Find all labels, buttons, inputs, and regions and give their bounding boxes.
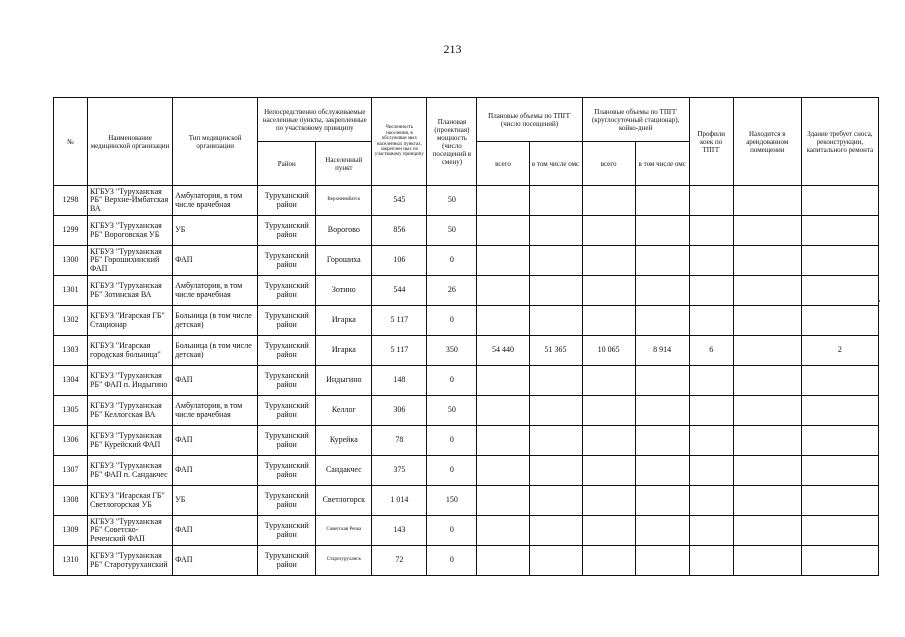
row-repair <box>801 276 878 306</box>
row-repair: 2 <box>801 336 878 366</box>
table-row <box>54 216 879 246</box>
row-rented <box>733 486 801 516</box>
row-settlement: Индыгино <box>316 366 372 396</box>
row-capacity: 26 <box>427 276 477 306</box>
row-organization: КГБУЗ "Туруханская РБ" Советско-Реченский ФАП <box>88 516 173 546</box>
row-rented <box>733 426 801 456</box>
row-beds <box>689 306 733 336</box>
row-population: 106 <box>372 246 427 276</box>
row-type: УБ <box>173 216 258 246</box>
header-district: Район <box>258 142 316 186</box>
row-visits-total <box>477 546 529 576</box>
row-visits-oms <box>529 456 582 486</box>
row-visits-total <box>477 246 529 276</box>
row-organization: КГБУЗ "Игарская городская больница" <box>88 336 173 366</box>
row-organization: КГБУЗ "Игарская ГБ" Светлогорская УБ <box>88 486 173 516</box>
row-repair <box>801 456 878 486</box>
row-rented <box>733 276 801 306</box>
row-district: Туруханский район <box>258 486 316 516</box>
header-population: Численность населения, в обслуживае мых населенных пунктах, закреплен ных по участковому принципу <box>372 98 427 186</box>
row-hosp-oms <box>635 246 689 276</box>
row-district: Туруханский район <box>258 336 316 366</box>
row-hosp-oms: 8 914 <box>635 336 689 366</box>
row-organization: КГБУЗ "Туруханская РБ" Зотинская ВА <box>88 276 173 306</box>
row-number: 1307 <box>54 456 88 486</box>
row-visits-total <box>477 186 529 216</box>
row-type: УБ <box>173 486 258 516</box>
row-beds <box>689 426 733 456</box>
row-rented <box>733 306 801 336</box>
row-settlement: Зотино <box>316 276 372 306</box>
row-hosp-oms <box>635 366 689 396</box>
row-visits-oms <box>529 366 582 396</box>
row-type: ФАП <box>173 456 258 486</box>
table-row <box>54 336 879 366</box>
row-visits-oms <box>529 516 582 546</box>
header-visits-total: всего <box>477 142 529 186</box>
header-beds: Профили коек по ТПГГ <box>689 98 733 186</box>
row-hosp-oms <box>635 426 689 456</box>
facilities-table <box>53 97 879 576</box>
row-population: 545 <box>372 186 427 216</box>
row-repair <box>801 306 878 336</box>
row-settlement: Старотуруханск <box>316 546 372 576</box>
header-capacity: Плановая (проектная) мощность (число посещений в смену) <box>427 98 477 186</box>
row-repair <box>801 396 878 426</box>
row-settlement: Верхнеимбатск <box>316 186 372 216</box>
row-visits-total <box>477 456 529 486</box>
row-population: 78 <box>372 426 427 456</box>
row-hosp-oms <box>635 306 689 336</box>
row-visits-oms <box>529 216 582 246</box>
row-population: 1 014 <box>372 486 427 516</box>
row-district: Туруханский район <box>258 366 316 396</box>
table-row <box>54 276 879 306</box>
row-repair <box>801 516 878 546</box>
row-organization: КГБУЗ "Туруханская РБ" Верхне-Имбатская ВА <box>88 186 173 216</box>
row-population: 143 <box>372 516 427 546</box>
table-row <box>54 546 879 576</box>
row-organization: КГБУЗ "Туруханская РБ" ФАП п. Сандакчес <box>88 456 173 486</box>
row-repair <box>801 216 878 246</box>
row-hosp-total <box>582 456 635 486</box>
table-body <box>54 186 879 576</box>
row-district: Туруханский район <box>258 276 316 306</box>
row-visits-total <box>477 396 529 426</box>
row-capacity: 350 <box>427 336 477 366</box>
row-beds <box>689 366 733 396</box>
row-beds <box>689 246 733 276</box>
row-visits-oms <box>529 546 582 576</box>
row-repair <box>801 486 878 516</box>
row-rented <box>733 456 801 486</box>
row-hosp-total <box>582 186 635 216</box>
row-rented <box>733 246 801 276</box>
row-repair <box>801 186 878 216</box>
row-settlement: Игарка <box>316 306 372 336</box>
row-hosp-total <box>582 546 635 576</box>
scan-speck <box>878 300 880 302</box>
row-population: 306 <box>372 396 427 426</box>
row-visits-total: 54 440 <box>477 336 529 366</box>
row-population: 148 <box>372 366 427 396</box>
row-type: ФАП <box>173 546 258 576</box>
row-settlement: Келлог <box>316 396 372 426</box>
row-organization: КГБУЗ "Туруханская РБ" ФАП п. Индыгино <box>88 366 173 396</box>
row-number: 1306 <box>54 426 88 456</box>
row-organization: КГБУЗ "Игарская ГБ" Стационар <box>88 306 173 336</box>
row-settlement: Ворогово <box>316 216 372 246</box>
row-organization: КГБУЗ "Туруханская РБ" Курейский ФАП <box>88 426 173 456</box>
row-hosp-total <box>582 486 635 516</box>
row-district: Туруханский район <box>258 246 316 276</box>
row-hosp-total <box>582 246 635 276</box>
row-organization: КГБУЗ "Туруханская РБ" Вороговская УБ <box>88 216 173 246</box>
row-capacity: 150 <box>427 486 477 516</box>
row-repair <box>801 366 878 396</box>
row-organization: КГБУЗ "Туруханская РБ" Келлогская ВА <box>88 396 173 426</box>
table-row <box>54 246 879 276</box>
row-number: 1303 <box>54 336 88 366</box>
row-capacity: 50 <box>427 396 477 426</box>
row-capacity: 0 <box>427 546 477 576</box>
row-population: 72 <box>372 546 427 576</box>
row-capacity: 0 <box>427 306 477 336</box>
row-beds: 6 <box>689 336 733 366</box>
row-capacity: 0 <box>427 366 477 396</box>
header-served-group: Непосредственно обслуживаемые населенные пункты, закрепленные по участковому принципу <box>258 98 372 142</box>
row-settlement: Советская Речка <box>316 516 372 546</box>
row-beds <box>689 546 733 576</box>
row-district: Туруханский район <box>258 306 316 336</box>
row-organization: КГБУЗ "Туруханская РБ" Старотуруханский <box>88 546 173 576</box>
row-settlement: Курейка <box>316 426 372 456</box>
row-type: ФАП <box>173 426 258 456</box>
row-district: Туруханский район <box>258 216 316 246</box>
row-hosp-total <box>582 306 635 336</box>
header-hosp-group: Плановые объемы по ТПГГ (круглосуточный стационар), койко-дней <box>582 98 689 142</box>
row-hosp-oms <box>635 486 689 516</box>
row-hosp-total <box>582 426 635 456</box>
row-visits-oms <box>529 426 582 456</box>
table-row <box>54 396 879 426</box>
row-hosp-total <box>582 366 635 396</box>
row-settlement: Игарка <box>316 336 372 366</box>
row-district: Туруханский район <box>258 186 316 216</box>
table-row <box>54 426 879 456</box>
row-visits-oms <box>529 246 582 276</box>
header-hosp-oms: в том числе омс <box>635 142 689 186</box>
row-number: 1301 <box>54 276 88 306</box>
row-visits-oms <box>529 306 582 336</box>
header-num: № <box>54 98 88 186</box>
row-type: Больница (в том числе детская) <box>173 336 258 366</box>
row-visits-total <box>477 516 529 546</box>
row-rented <box>733 396 801 426</box>
row-number: 1298 <box>54 186 88 216</box>
row-type: ФАП <box>173 366 258 396</box>
row-visits-total <box>477 306 529 336</box>
row-hosp-total: 10 065 <box>582 336 635 366</box>
row-population: 375 <box>372 456 427 486</box>
header-hosp-total: всего <box>582 142 635 186</box>
header-type: Тип медицинской организации <box>173 98 258 186</box>
row-beds <box>689 186 733 216</box>
row-rented <box>733 516 801 546</box>
row-district: Туруханский район <box>258 426 316 456</box>
row-type: Больница (в том числе детская) <box>173 306 258 336</box>
row-hosp-total <box>582 516 635 546</box>
row-hosp-oms <box>635 546 689 576</box>
row-hosp-total <box>582 396 635 426</box>
row-beds <box>689 216 733 246</box>
row-type: Амбулатория, в том числе врачебная <box>173 396 258 426</box>
row-capacity: 0 <box>427 246 477 276</box>
row-population: 544 <box>372 276 427 306</box>
table-row <box>54 516 879 546</box>
row-number: 1305 <box>54 396 88 426</box>
row-population: 5 117 <box>372 336 427 366</box>
header-org: Наименование медицинской организации <box>88 98 173 186</box>
row-hosp-oms <box>635 216 689 246</box>
row-district: Туруханский район <box>258 516 316 546</box>
table-row <box>54 486 879 516</box>
row-hosp-total <box>582 216 635 246</box>
row-visits-oms <box>529 486 582 516</box>
row-settlement: Светлогорск <box>316 486 372 516</box>
row-visits-total <box>477 366 529 396</box>
row-district: Туруханский район <box>258 456 316 486</box>
row-beds <box>689 276 733 306</box>
row-repair <box>801 246 878 276</box>
row-visits-oms <box>529 276 582 306</box>
row-hosp-oms <box>635 186 689 216</box>
row-population: 5 117 <box>372 306 427 336</box>
row-rented <box>733 216 801 246</box>
row-visits-total <box>477 276 529 306</box>
row-number: 1309 <box>54 516 88 546</box>
header-rented: Находится в арендованном помещении <box>733 98 801 186</box>
row-beds <box>689 486 733 516</box>
table-row <box>54 306 879 336</box>
row-visits-total <box>477 486 529 516</box>
row-hosp-oms <box>635 396 689 426</box>
row-visits-oms: 51 365 <box>529 336 582 366</box>
row-organization: КГБУЗ "Туруханская РБ" Горошихинский ФАП <box>88 246 173 276</box>
row-beds <box>689 516 733 546</box>
row-beds <box>689 396 733 426</box>
row-population: 856 <box>372 216 427 246</box>
row-capacity: 0 <box>427 516 477 546</box>
row-visits-total <box>477 216 529 246</box>
row-district: Туруханский район <box>258 396 316 426</box>
row-settlement: Сандакчес <box>316 456 372 486</box>
row-number: 1310 <box>54 546 88 576</box>
row-visits-oms <box>529 396 582 426</box>
row-rented <box>733 546 801 576</box>
row-beds <box>689 456 733 486</box>
row-hosp-total <box>582 276 635 306</box>
row-visits-total <box>477 426 529 456</box>
row-visits-oms <box>529 186 582 216</box>
row-repair <box>801 546 878 576</box>
row-type: ФАП <box>173 246 258 276</box>
row-capacity: 50 <box>427 186 477 216</box>
header-repair: Здание требует сноса, реконструкции, капитального ремонта <box>801 98 878 186</box>
header-visits-oms: в том числе омс <box>529 142 582 186</box>
row-hosp-oms <box>635 276 689 306</box>
row-type: ФАП <box>173 516 258 546</box>
row-repair <box>801 426 878 456</box>
page-number: 213 <box>443 42 462 56</box>
row-number: 1300 <box>54 246 88 276</box>
row-number: 1302 <box>54 306 88 336</box>
header-visits-group: Плановые объемы по ТПГГ (число посещений) <box>477 98 582 142</box>
row-number: 1304 <box>54 366 88 396</box>
row-district: Туруханский район <box>258 546 316 576</box>
row-capacity: 0 <box>427 456 477 486</box>
row-capacity: 50 <box>427 216 477 246</box>
row-hosp-oms <box>635 516 689 546</box>
row-rented <box>733 186 801 216</box>
row-type: Амбулатория, в том числе врачебная <box>173 276 258 306</box>
row-hosp-oms <box>635 456 689 486</box>
header-settlement: Населенный пункт <box>316 142 372 186</box>
row-number: 1299 <box>54 216 88 246</box>
table-row <box>54 366 879 396</box>
row-rented <box>733 366 801 396</box>
table-row <box>54 186 879 216</box>
row-capacity: 0 <box>427 426 477 456</box>
row-rented <box>733 336 801 366</box>
table-row <box>54 456 879 486</box>
row-settlement: Горошиха <box>316 246 372 276</box>
row-number: 1308 <box>54 486 88 516</box>
row-type: Амбулатория, в том числе врачебная <box>173 186 258 216</box>
